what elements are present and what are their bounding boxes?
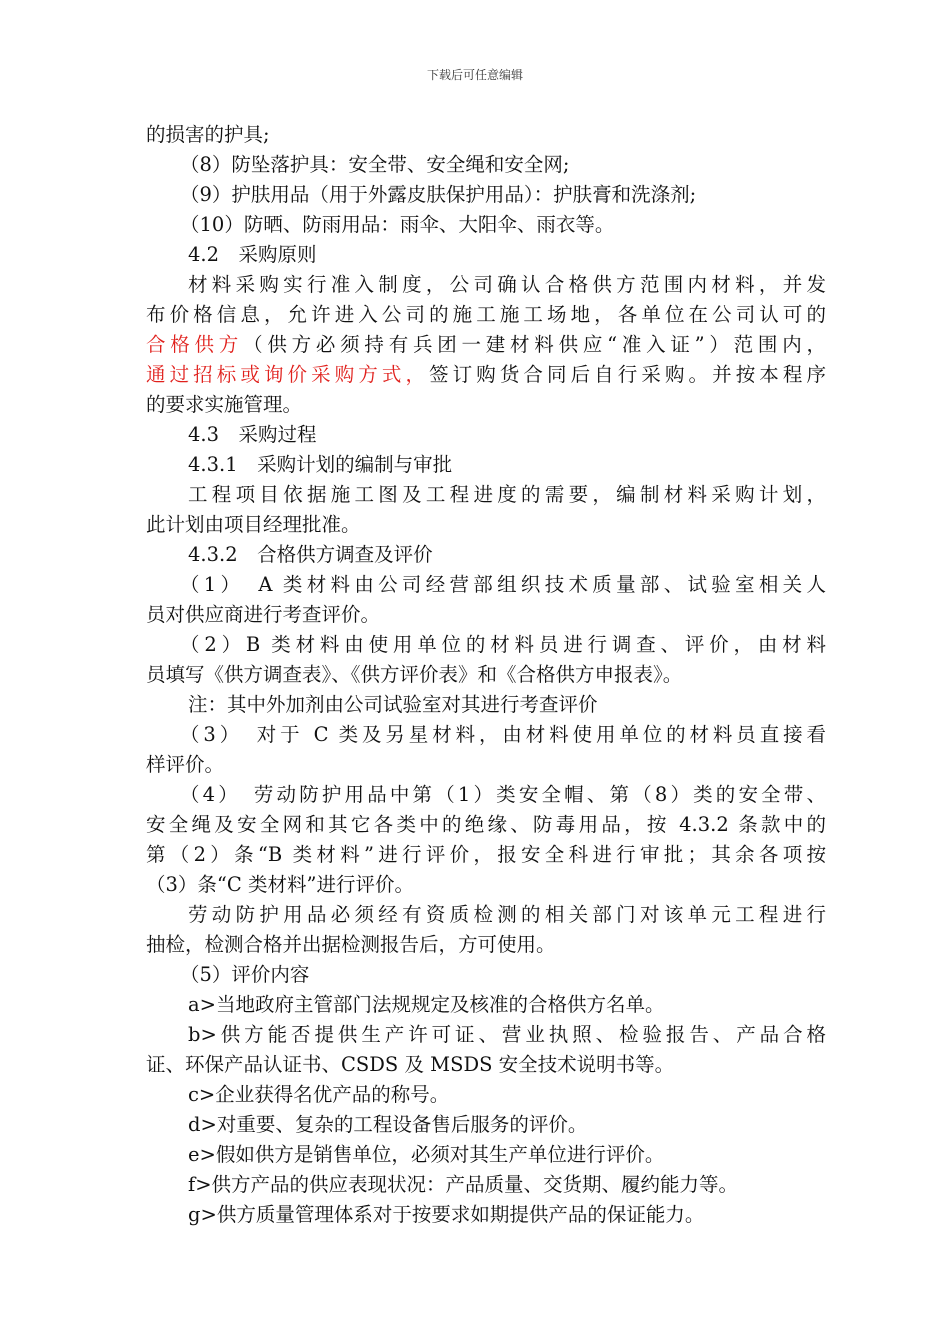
section-heading-4-2: 4.2 采购原则 (188, 243, 317, 266)
criteria-item-b: b>供方能否提供生产许可证、营业执照、检验报告、产品合格 (188, 1023, 826, 1046)
highlighted-text: 通过招标或询价采购方式， (146, 363, 430, 386)
criteria-item-a: a>当地政府主管部门法规规定及核准的合格供方名单。 (188, 993, 665, 1016)
highlighted-text: 合格供方 (146, 333, 244, 356)
list-heading-5: （5）评价内容 (180, 963, 310, 986)
list-item-10: （10）防晒、防雨用品：雨伞、大阳伞、雨衣等。 (180, 213, 615, 236)
section-heading-4-3: 4.3 采购过程 (188, 423, 317, 446)
paragraph-line: 第（2）条“B 类材料”进行评价，报安全科进行审批；其余各项按 (146, 843, 826, 866)
paragraph-line: 员填写《供方调查表》、《供方评价表》和《合格供方申报表》。 (146, 663, 683, 686)
note-line: 注：其中外加剂由公司试验室对其进行考查评价 (188, 693, 598, 716)
list-item-8: （8）防坠落护具：安全带、安全绳和安全网; (180, 153, 570, 176)
criteria-item-g: g>供方质量管理体系对于按要求如期提供产品的保证能力。 (188, 1203, 705, 1226)
paragraph-line: 工程项目依据施工图及工程进度的需要，编制材料采购计划， (188, 483, 826, 506)
paragraph-line: （4） 劳动防护用品中第（1）类安全帽、第（8）类的安全带、 (180, 783, 826, 806)
section-heading-4-3-1: 4.3.1 采购计划的编制与审批 (188, 453, 453, 476)
paragraph-line (146, 360, 826, 390)
paragraph-line: 抽检，检测合格并出据检测报告后，方可使用。 (146, 933, 556, 956)
paragraph-line: 布价格信息，允许进入公司的施工施工场地，各单位在公司认可的 (146, 303, 826, 326)
page-header: 下载后可任意编辑 (426, 68, 523, 82)
paragraph-line: 安全绳及安全网和其它各类中的绝缘、防毒用品，按 4.3.2 条款中的 (146, 813, 826, 836)
section-heading-4-3-2: 4.3.2 合格供方调查及评价 (188, 543, 433, 566)
paragraph-line: 劳动防护用品必须经有资质检测的相关部门对该单元工程进行 (188, 903, 826, 926)
text-line: 的损害的护具; (146, 123, 270, 146)
criteria-item-f: f>供方产品的供应表现状况：产品质量、交货期、履约能力等。 (188, 1173, 739, 1196)
paragraph-line: （3）条“C 类材料”进行评价。 (146, 873, 414, 896)
paragraph-line: 此计划由项目经理批准。 (146, 513, 361, 536)
paragraph-line: （1） A 类材料由公司经营部组织技术质量部、试验室相关人 (180, 573, 826, 596)
criteria-item-c: c>企业获得名优产品的称号。 (188, 1083, 450, 1106)
paragraph-line: 的要求实施管理。 (146, 393, 303, 416)
paragraph-line: 员对供应商进行考查评价。 (146, 603, 381, 626)
list-item-9: （9）护肤用品（用于外露皮肤保护用品）：护肤膏和洗涤剂; (180, 183, 697, 206)
criteria-item-e: e>假如供方是销售单位，必须对其生产单位进行评价。 (188, 1143, 665, 1166)
criteria-item-d: d>对重要、复杂的工程设备售后服务的评价。 (188, 1113, 588, 1136)
paragraph-text: （供方必须持有兵团一建材料供应“准入证”）范围内， (243, 333, 826, 356)
paragraph-line: 证、环保产品认证书、CSDS 及 MSDS 安全技术说明书等。 (146, 1053, 675, 1076)
paragraph-line: 材料采购实行准入制度，公司确认合格供方范围内材料，并发 (188, 273, 826, 296)
paragraph-text: 签订购货合同后自行采购。并按本程序 (429, 363, 826, 386)
document-body (146, 120, 826, 1230)
paragraph-line: 样评价。 (146, 753, 225, 776)
paragraph-line: （2）B 类材料由使用单位的材料员进行调查、评价，由材料 (180, 633, 826, 656)
paragraph-line (146, 330, 826, 360)
paragraph-line: （3） 对于 C 类及另星材料，由材料使用单位的材料员直接看 (180, 723, 826, 746)
